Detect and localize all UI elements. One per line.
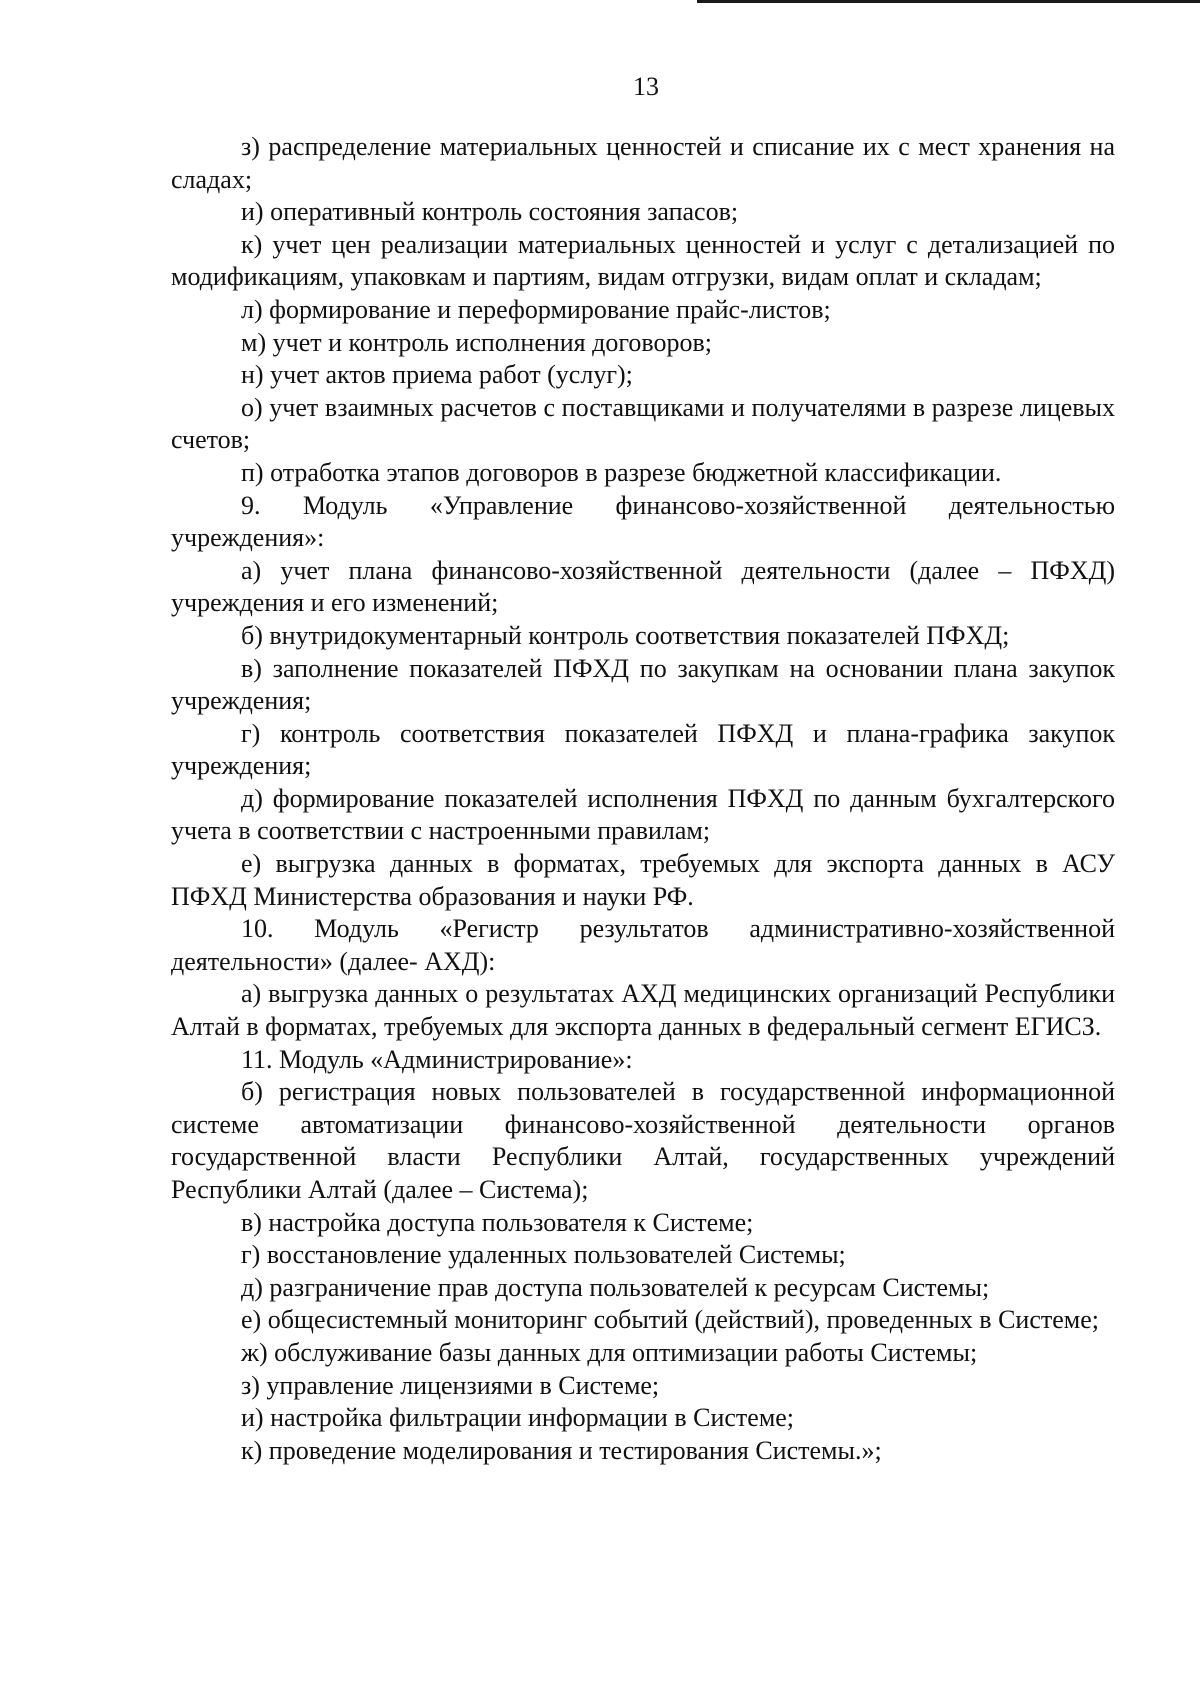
- page-number: 13: [633, 72, 659, 101]
- top-border-line: [697, 0, 1200, 3]
- list-item-k: к) проведение моделирования и тестирования Системы.»;: [241, 1435, 882, 1465]
- section-heading-10: 10. Модуль «Регистр результатов административно-хозяйственной деятельности» (далее- АХД):: [171, 914, 1115, 976]
- list-item-k: к) учет цен реализации материальных ценностей и услуг с детализацией по модификациям, упаковкам и партиям, видам отгрузки, видам оплат и складам;: [171, 229, 1115, 292]
- list-item-i: и) настройка фильтрации информации в Системе;: [241, 1403, 795, 1433]
- section-heading-9: 9. Модуль «Управление финансово-хозяйственной деятельностью учреждения»:: [171, 490, 1115, 553]
- document-body: [171, 131, 1115, 1467]
- list-item-zh: ж) обслуживание базы данных для оптимизации работы Системы;: [241, 1337, 978, 1367]
- list-item-b: б) внутридокументарный контроль соответствия показателей ПФХД;: [241, 620, 1010, 650]
- list-item-g: г) контроль соответствия показателей ПФХД и плана-графика закупок учреждения;: [171, 718, 1115, 781]
- section-heading-11: 11. Модуль «Администрирование»:: [241, 1044, 633, 1074]
- list-item-i: и) оперативный контроль состояния запасов;: [241, 197, 739, 227]
- list-item-p: п) отработка этапов договоров в разрезе бюджетной классификации.: [241, 457, 1002, 487]
- list-item-v: в) настройка доступа пользователя к Системе;: [241, 1207, 754, 1237]
- list-item-d: д) разграничение прав доступа пользователей к ресурсам Системы;: [241, 1272, 990, 1302]
- list-item-z: з) распределение материальных ценностей и списание их с мест хранения на сладах;: [171, 132, 1115, 194]
- list-item-v: в) заполнение показателей ПФХД по закупкам на основании плана закупок учреждения;: [171, 653, 1115, 716]
- list-item-m: м) учет и контроль исполнения договоров;: [241, 327, 712, 357]
- list-item-e: е) общесистемный мониторинг событий (действий), проведенных в Системе;: [241, 1305, 1099, 1335]
- list-item-a: а) учет плана финансово-хозяйственной деятельности (далее – ПФХД) учреждения и его изменений;: [171, 555, 1115, 618]
- list-item-e: е) выгрузка данных в форматах, требуемых для экспорта данных в АСУ ПФХД Министерства образования и науки РФ.: [171, 849, 1115, 911]
- list-item-n: н) учет актов приема работ (услуг);: [241, 360, 633, 390]
- list-item-g: г) восстановление удаленных пользователей Системы;: [241, 1240, 846, 1270]
- list-item-o: о) учет взаимных расчетов с поставщиками и получателями в разрезе лицевых счетов;: [171, 392, 1115, 455]
- list-item-d: д) формирование показателей исполнения ПФХД по данным бухгалтерского учета в соответствии с настроенными правилам;: [171, 783, 1115, 846]
- list-item-b: б) регистрация новых пользователей в государственной информационной системе автоматизации финансово-хозяйственной деятельности органов государственной власти Республики Алтай, государственных учреждений Республики Алтай (далее – Система);: [171, 1077, 1115, 1204]
- list-item-z: з) управление лицензиями в Системе;: [241, 1370, 660, 1400]
- list-item-a: а) выгрузка данных о результатах АХД медицинских организаций Республики Алтай в форматах, требуемых для экспорта данных в федеральный сегмент ЕГИСЗ.: [171, 979, 1115, 1042]
- list-item-l: л) формирование и переформирование прайс-листов;: [241, 294, 831, 324]
